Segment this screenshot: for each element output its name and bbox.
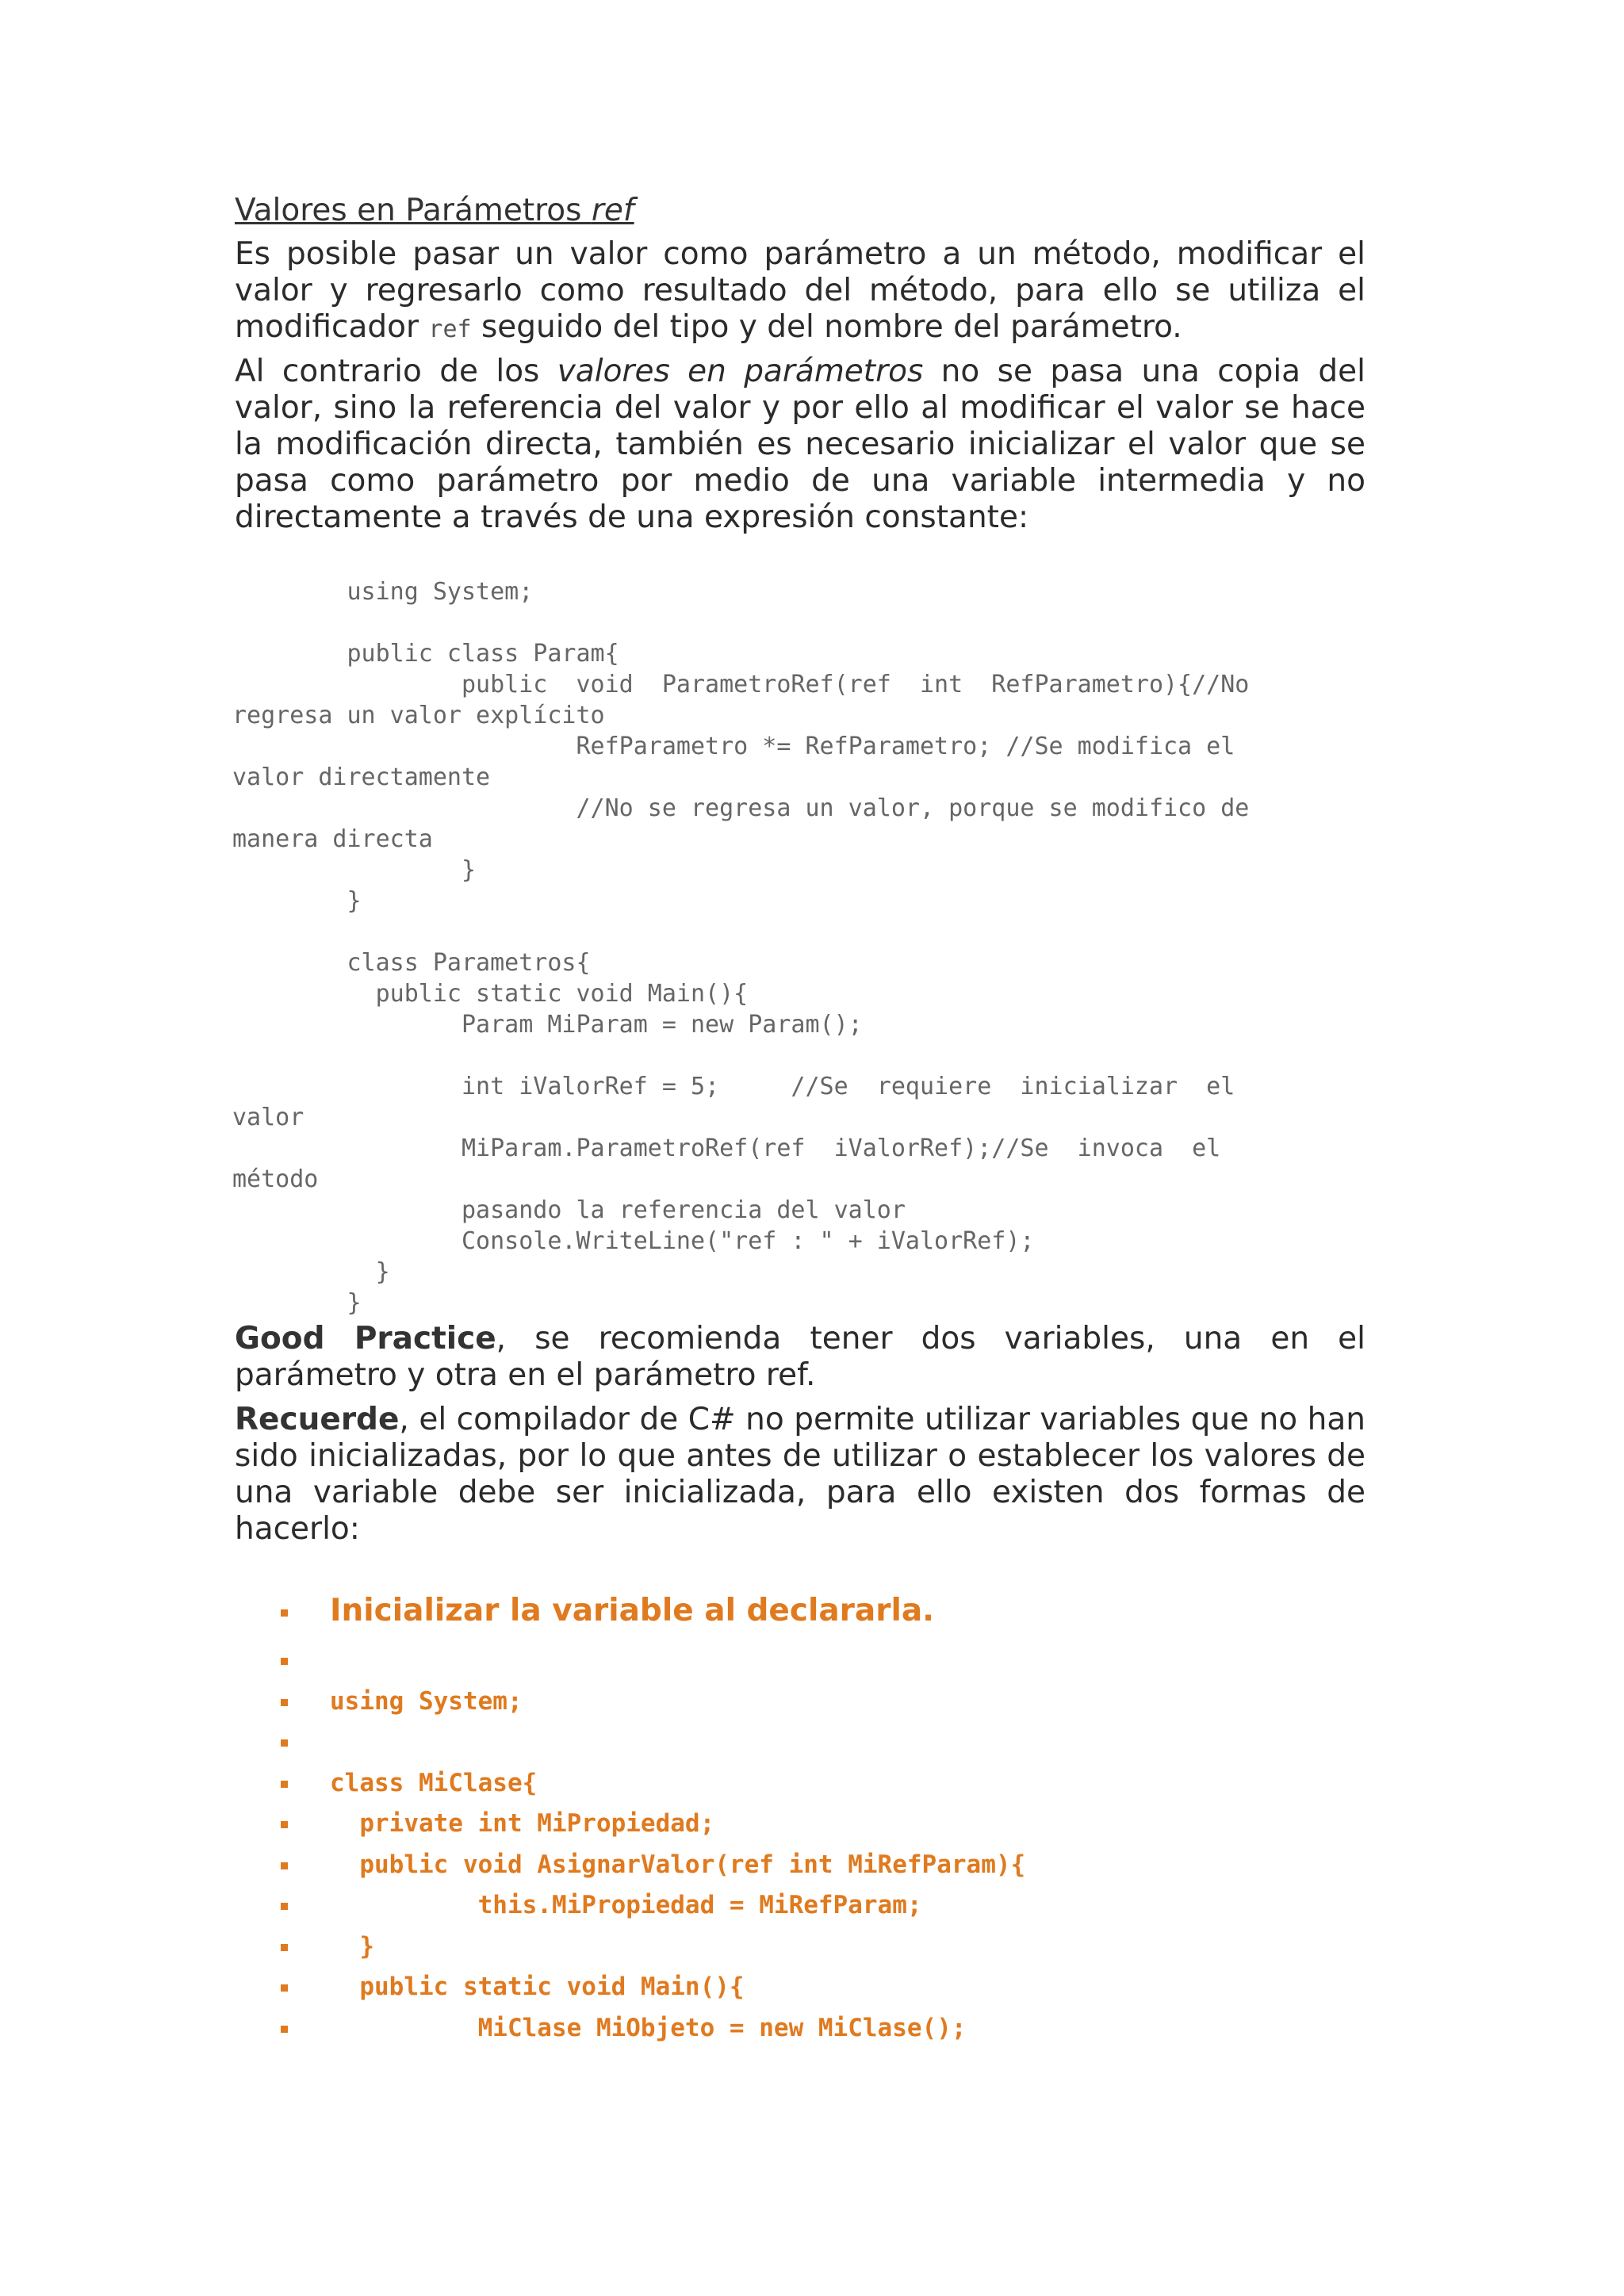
bullet-item: MiClase MiObjeto = new MiClase(); [282, 2008, 1472, 2049]
good-practice-label: Good Practice [235, 1321, 496, 1357]
bullet-square-icon [281, 1658, 288, 1665]
bullet-square-icon [281, 1944, 288, 1951]
bullet-list [282, 1588, 1472, 2049]
bullet-heading: Inicializar la variable al declararla. [282, 1588, 1472, 1640]
recuerde-label: Recuerde [235, 1402, 400, 1437]
paragraph-recuerde: Recuerde, el compilador de C# no permite utilizar variables que no han sido inicializadas, por lo que antes de utilizar o establecer los valores de una variable debe ser inicializada, para ello existen dos formas de hacerlo: [235, 1402, 1365, 1547]
bullet-item: private int MiPropiedad; [282, 1804, 1472, 1845]
bullet-item: this.MiPropiedad = MiRefParam; [282, 1885, 1472, 1927]
title-emphasis: ref [591, 193, 634, 228]
bullet-square-icon [281, 1821, 288, 1828]
inline-code-ref: ref [428, 316, 472, 343]
bullet-square-icon [281, 1903, 288, 1910]
bullet-square-icon [281, 1609, 288, 1617]
paragraph-emphasis: valores en parámetros [557, 354, 924, 389]
bullet-item: public void AsignarValor(ref int MiRefParam){ [282, 1845, 1472, 1886]
bullet-square-icon [281, 1862, 288, 1869]
bullet-item: using System; [282, 1682, 1472, 1723]
bullet-item [282, 1640, 1472, 1682]
bullet-item: public static void Main(){ [282, 1967, 1472, 2008]
code-sample-param: using System; public class Param{ public void ParametroRef(ref int RefParametro){//No regresa un valor explícito RefParametro *= RefParametro; //Se modifica el valor directamente //No se regresa un valor, porque se modifico de manera directa } } class Parametros{ public static void Main(){ Param MiParam = new Param(); int iValorRef = 5; //Se requiere inicializar el valor MiParam.ParametroRef(ref iValorRef);//Se invoca el método pasando la referencia del valor Console.WriteLine("ref : " + iValorRef); } } [232, 578, 1250, 1317]
paragraph-good-practice: Good Practice, se recomienda tener dos variables, una en el parámetro y otra en el parámetro ref. [235, 1321, 1365, 1393]
paragraph-explanation: Al contrario de los valores en parámetros no se pasa una copia del valor, sino la referencia del valor y por ello al modificar el valor se hace la modificación directa, también es necesario inicializar el valor que se pasa como parámetro por medio de una variable intermedia y no directamente a través de una expresión constante: [235, 354, 1366, 535]
bullet-item [282, 1722, 1472, 1763]
paragraph-intro: Es posible pasar un valor como parámetro a un método, modificar el valor y regresarlo como resultado del método, para ello se utiliza el modificador ref seguido del tipo y del nombre del parámetro. [235, 236, 1365, 345]
section-title: Valores en Parámetros ref [235, 193, 634, 228]
bullet-square-icon [281, 1781, 288, 1788]
bullet-square-icon [281, 1699, 288, 1706]
bullet-square-icon [281, 1739, 288, 1747]
bullet-square-icon [281, 1984, 288, 1992]
bullet-item: } [282, 1927, 1472, 1968]
bullet-item: class MiClase{ [282, 1763, 1472, 1804]
bullet-square-icon [281, 2026, 288, 2033]
